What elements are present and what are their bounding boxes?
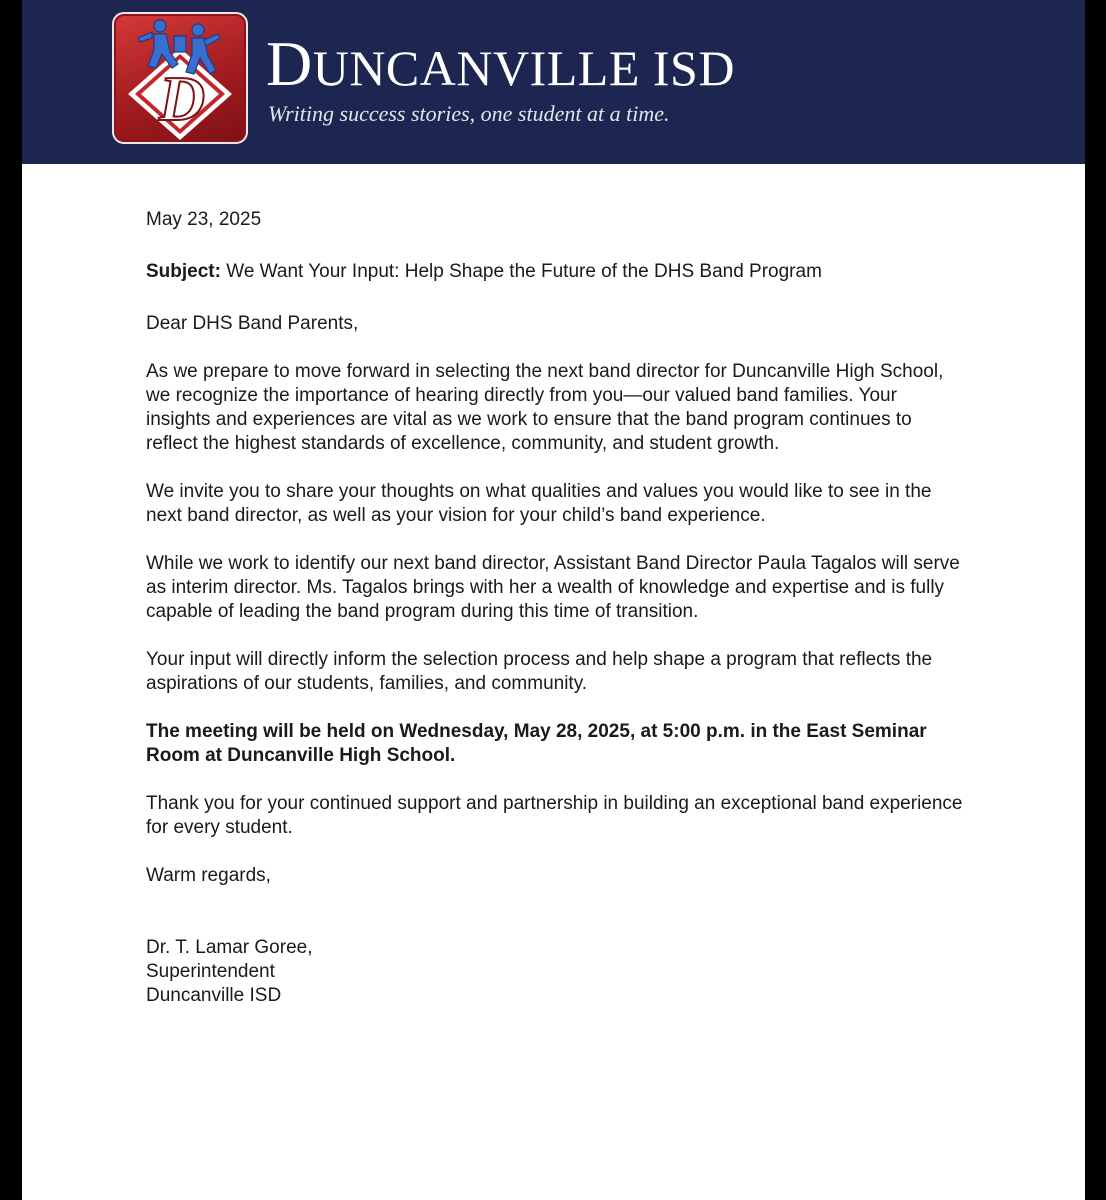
subject-label: Subject: [146, 261, 221, 282]
letter-paragraph-4: Your input will directly inform the selection process and help shape a program that reflects the aspirations of our students, families, and community. [146, 649, 933, 694]
signature-title: Superintendent [146, 961, 275, 982]
district-name-initial: D [266, 28, 313, 99]
letter-date: May 23, 2025 [146, 209, 262, 230]
letterhead-banner [22, 0, 1085, 164]
letter-closing: Warm regards, [146, 865, 271, 886]
district-tagline: Writing success stories, one student at a time. [268, 101, 670, 126]
district-logo-graphic [112, 12, 248, 144]
letter-paragraph-1: As we prepare to move forward in selecting the next band director for Duncanville High School, we recognize the importance of hearing directly from you—our valued band families. Your insights and experiences are vital as we work to ensure that the band program continues to reflect the highest standards of excellence, community, and student growth. [146, 361, 944, 454]
letter-subject [146, 260, 966, 284]
letter-paragraph-2: We invite you to share your thoughts on what qualities and values you would like to see in the next band director, as well as your vision for your child’s band experience. [146, 481, 932, 526]
letter-paragraph-3: While we work to identify our next band director, Assistant Band Director Paula Tagalos will serve as interim director. Ms. Tagalos brings with her a wealth of knowledge and expertise and is fully capable of leading the band program during this time of transition. [146, 553, 960, 622]
subject-text: We Want Your Input: Help Shape the Future of the DHS Band Program [220, 261, 822, 282]
signature-name: Dr. T. Lamar Goree, [146, 937, 313, 958]
meeting-notice-text: The meeting will be held on Wednesday, May 28, 2025, at 5:00 p.m. in the East Seminar Room at Duncanville High School. [146, 721, 927, 766]
district-name-rest: UNCANVILLE ISD [312, 40, 735, 96]
logo-letter: D [158, 63, 206, 134]
meeting-notice [146, 720, 966, 768]
letter-body [146, 208, 966, 1008]
district-name [266, 28, 735, 104]
signature-organization: Duncanville ISD [146, 985, 282, 1006]
letter-salutation: Dear DHS Band Parents, [146, 313, 359, 334]
letter-page [22, 0, 1085, 1200]
letter-thanks: Thank you for your continued support and partnership in building an exceptional band experience for every student. [146, 793, 963, 838]
district-logo [112, 12, 248, 144]
